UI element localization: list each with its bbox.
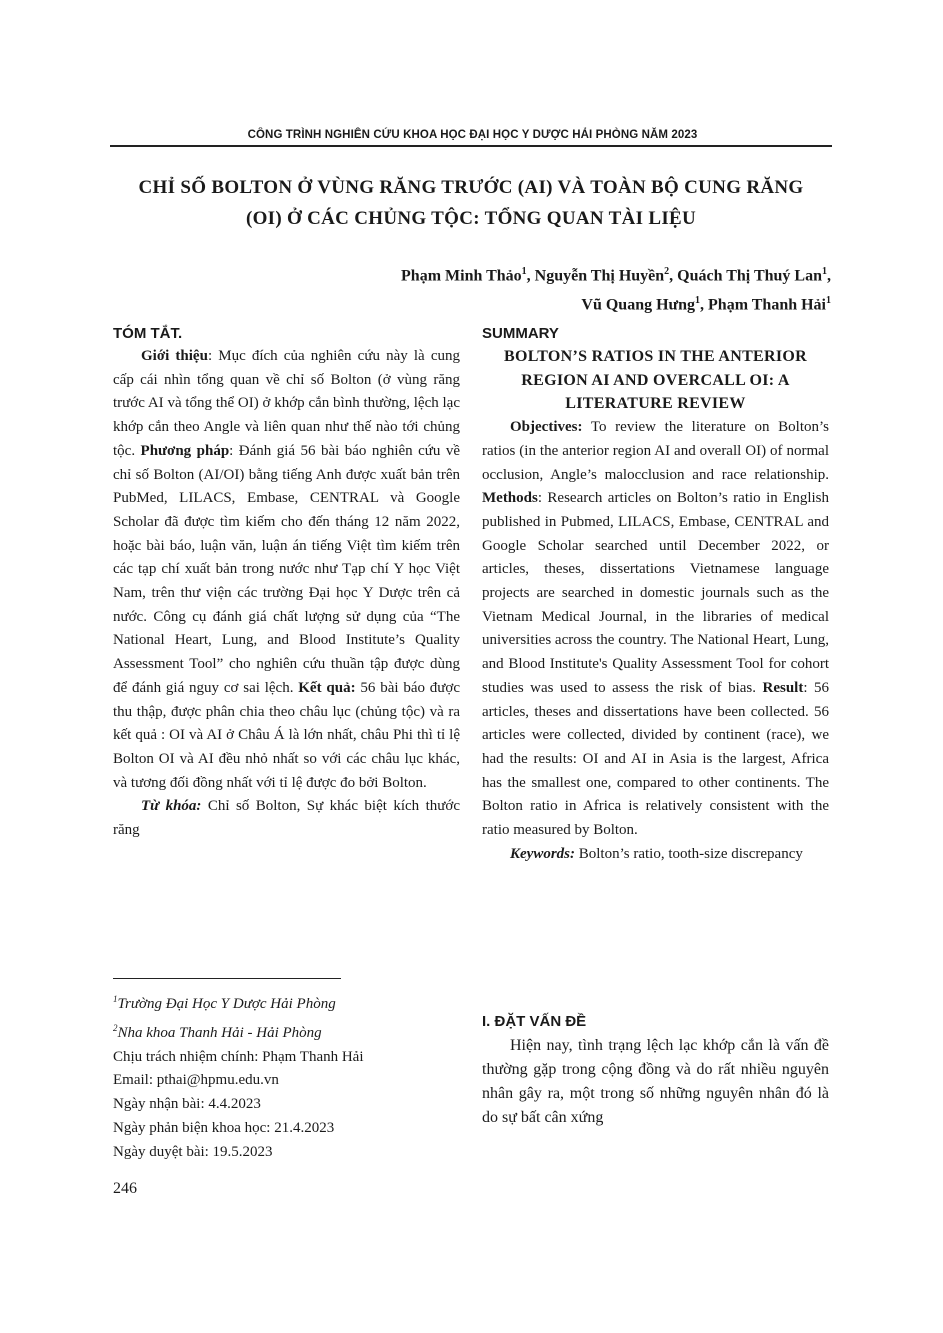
objectives-label: Objectives:: [510, 419, 583, 436]
author-list: Phạm Minh Thảo$^1$, Nguyễn Thị Huyền$^2$, Quách Thị Thuý Lan$^1$, Vũ Quang Hưng$^1$, Phạm Thanh Hải$^1$: [401, 266, 831, 314]
keywords-vi-label: Từ khóa:: [141, 798, 202, 815]
title-line-2: (OI) Ở CÁC CHỦNG TỘC: TỔNG QUAN TÀI LIỆU: [245, 208, 697, 229]
abstract-en-body: [482, 416, 829, 843]
author-name: Phạm Minh Thảo: [401, 267, 522, 285]
affiliation-sup: 1: [695, 295, 701, 307]
affiliation-sup: 2: [664, 266, 670, 277]
keywords-en: [482, 843, 829, 867]
date-reviewed: Ngày phản biện khoa học: 21.4.2023: [113, 1119, 335, 1136]
author-name: Phạm Thanh Hải: [708, 296, 826, 314]
date-received: Ngày nhận bài: 4.4.2023: [113, 1096, 261, 1113]
summary-heading: SUMMARY: [482, 325, 559, 342]
abstract-vi-body: [113, 345, 460, 795]
result-text: 56 bài báo được thu thập, được phân chia theo châu lục (chủng tộc) và ra kết quả : OI và AI ở Châu Á là lớn nhất, châu Phi thì tỉ lệ Bolton OI và AI đều nhỏ nhất so với các châu lục khác, và tương đối đồng nhất với tỉ lệ được đo bởi Bolton.: [113, 679, 460, 791]
footnotes: [113, 988, 473, 1165]
author-name: Vũ Quang Hưng: [581, 296, 696, 314]
running-header: CÔNG TRÌNH NGHIÊN CỨU KHOA HỌC ĐẠI HỌC Y DƯỢC HẢI PHÒNG NĂM 2023: [247, 129, 698, 141]
title-line-1: CHỈ SỐ BOLTON Ở VÙNG RĂNG TRƯỚC (AI) VÀ TOÀN BỘ CUNG RĂNG: [138, 177, 804, 198]
email: Email: pthai@hpmu.edu.vn: [113, 1072, 279, 1089]
abstract-english: [482, 325, 829, 866]
result-en-text: : 56 articles, theses and dissertations have been collected. 56 articles were collected, divided by continent (race), we had the results: OI and AI in Asia is the largest, Africa has the smallest one, compared to other continents. The Bolton ratio in Africa is relatively consistent with the ratio measured by Bolton.: [482, 679, 830, 839]
abstract-vi-heading: TÓM TẮT.: [113, 325, 183, 342]
intro-text: : Mục đích của nghiên cứu này là cung cấp cái nhìn tổng quan về chỉ số Bolton (ở vùng răng trước AI và tổng thể OI) ở khớp cắn bình thường, lệch lạc khớp cắn theo Angle và liên quan như thế nào tới chủng tộc.: [113, 348, 460, 459]
affiliation-2: $^2$Nha khoa Thanh Hải - Hải Phòng: [113, 1022, 322, 1041]
author-name: Nguyễn Thị Huyền: [534, 267, 665, 285]
section-introduction: [482, 1013, 829, 1130]
method-text: : Đánh giá 56 bài báo nghiên cứu về chỉ số Bolton (AI/OI) bằng tiếng Anh được xuất bản trên PubMed, LILACS, Embase, CENTRAL và Google Scholar đã được tìm kiếm cho đến tháng 12 năm 2022, hoặc bài báo, luận văn, luận án tiếng Việt tìm kiếm trên các tạp chí xuất bản trong nước như Tạp chí Y học Việt Nam, trên thư viện các trường Đại học Y Dược trên cả nước. Công cụ đánh giá chất lượng sử dụng của “The National Heart, Lung, and Blood Institute’s Quality Assessment Tool” cho nghiên cứu thuần tập được dùng để đánh giá nguy cơ sai lệch.: [113, 442, 460, 696]
affiliation-1: $^1$Trường Đại Học Y Dược Hải Phòng: [113, 994, 336, 1012]
abstract-vietnamese: [113, 325, 460, 843]
date-approved: Ngày duyệt bài: 19.5.2023: [113, 1143, 273, 1160]
method-label: Phương pháp: [140, 442, 230, 459]
author-name: Quách Thị Thuý Lan: [677, 267, 822, 285]
objectives-text: To review the literature on Bolton’s ratios (in the anterior region AI and overall OI) of normal occlusion, Angle’s malocclusion and race relationship.: [482, 419, 829, 483]
affiliation-sup: 1: [826, 295, 831, 307]
paper-title: [110, 172, 832, 234]
keywords-vi: [113, 795, 460, 842]
page-number: 246: [113, 1180, 137, 1197]
affiliation-sup: 1: [521, 266, 527, 277]
section-1-heading: I. ĐẶT VẤN ĐỀ: [482, 1013, 587, 1030]
methods-label: Methods: [482, 490, 538, 507]
corresponding-author: Chịu trách nhiệm chính: Phạm Thanh Hải: [113, 1048, 364, 1065]
intro-label: Giới thiệu: [141, 348, 208, 364]
methods-text: : Research articles on Bolton’s ratio in English published in Pubmed, LILACS, Embase, CENTRAL and Google Scholar searched until December 2022, or articles, theses, dissertations Vietnamese language projects are searched in domestic journals such as the Vietnam Medical Journal, in the libraries of medical universities across the country. The National Heart, Lung, and Blood Institute's Quality Assessment Tool for cohort studies was used to assess the risk of bias.: [482, 490, 829, 696]
summary-title: BOLTON’S RATIOS IN THE ANTERIOR REGION AI AND OVERCALL OI: A LITERATURE REVIEW: [503, 348, 808, 413]
header-rule: [110, 145, 832, 147]
section-1-text: Hiện nay, tình trạng lệch lạc khớp cắn là vấn đề thường gặp trong cộng đồng và do rất nhiều nguyên nhân gây ra, một trong số những nguyên nhân đó là do sự bất cân xứng: [482, 1037, 829, 1126]
keywords-en-text: Bolton’s ratio, tooth-size discrepancy: [575, 845, 803, 862]
affiliation-sup: 1: [822, 266, 827, 277]
result-en-label: Result: [762, 679, 804, 696]
keywords-en-label: Keywords:: [510, 845, 575, 862]
result-label: Kết quả:: [298, 679, 356, 696]
keywords-vi-text: Chỉ số Bolton, Sự khác biệt kích thước răng: [113, 798, 460, 839]
footnote-rule: [113, 978, 341, 979]
